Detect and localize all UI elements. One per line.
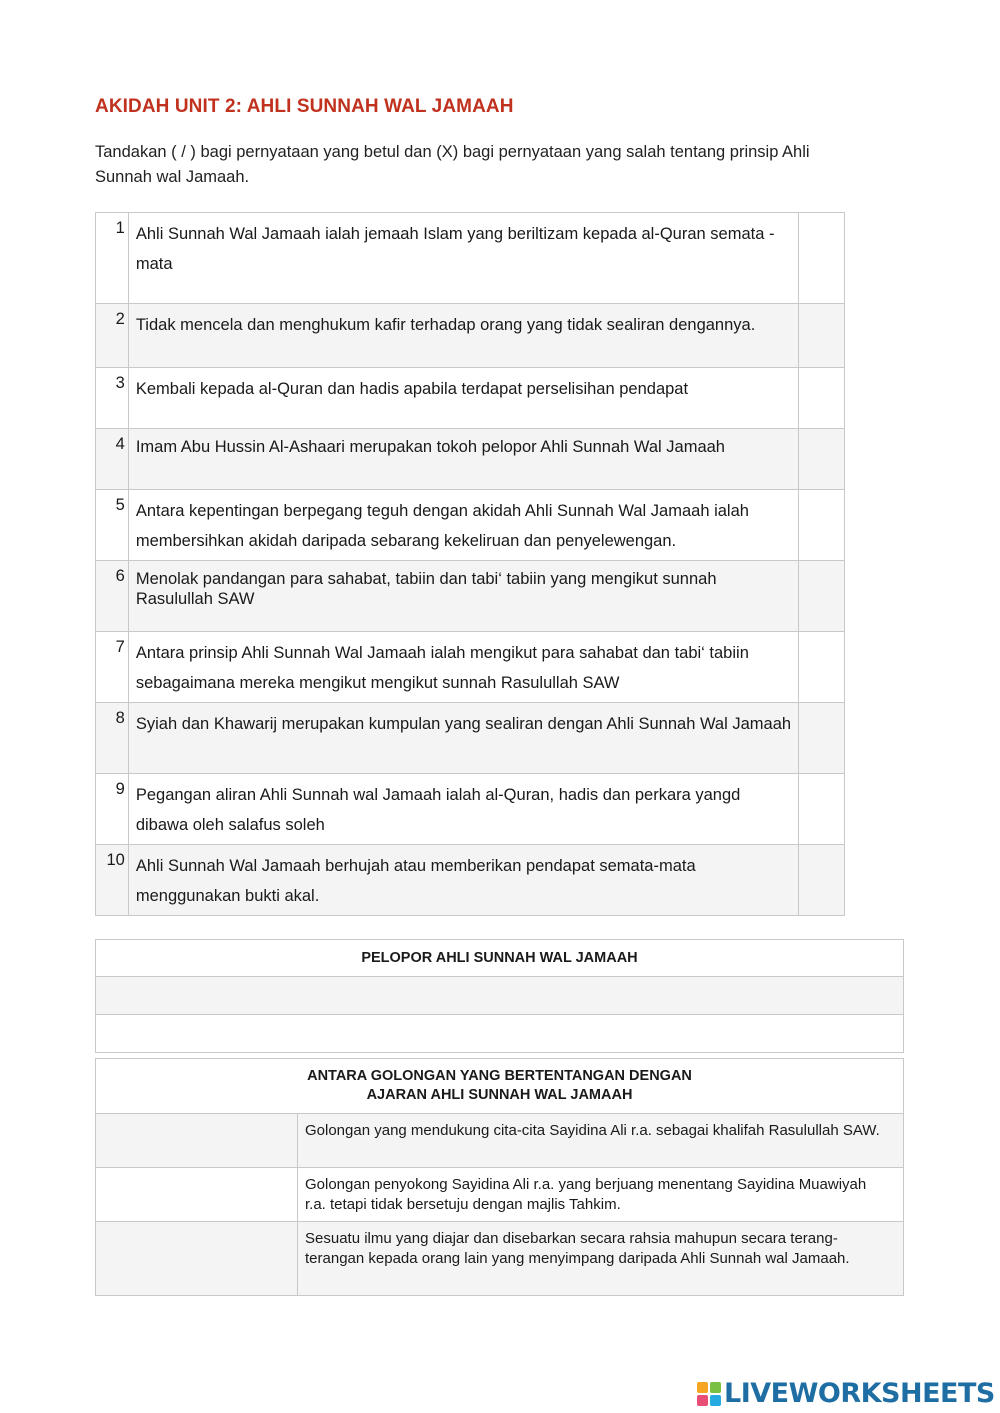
answer-box[interactable] <box>798 703 844 774</box>
golongan-heading-line1: ANTARA GOLONGAN YANG BERTENTANGAN DENGAN <box>307 1068 692 1084</box>
pelopor-table <box>95 939 904 1053</box>
table-row <box>96 1114 904 1168</box>
golongan-heading-line2: AJARAN AHLI SUNNAH WAL JAMAAH <box>366 1087 633 1103</box>
statement-text: Syiah dan Khawarij merupakan kumpulan yang sealiran dengan Ahli Sunnah Wal Jamaah <box>128 703 798 774</box>
statement-text: Antara prinsip Ahli Sunnah Wal Jamaah ialah mengikut para sahabat dan tabi‘ tabiin sebagaimana mereka mengikut mengikut sunnah Rasulullah SAW <box>128 632 798 703</box>
golongan-description: Sesuatu ilmu yang diajar dan disebarkan secara rahsia mahupun secara terang-terangan kepada orang lain yang menyimpang daripada Ahli Sunnah wal Jamaah. <box>298 1222 904 1296</box>
logo-icon <box>697 1382 721 1406</box>
row-number: 10 <box>96 845 129 916</box>
table-row <box>96 632 845 703</box>
row-number: 9 <box>96 774 129 845</box>
statement-text: Ahli Sunnah Wal Jamaah berhujah atau memberikan pendapat semata-mata menggunakan bukti akal. <box>128 845 798 916</box>
table-row <box>96 703 845 774</box>
instruction-text: Tandakan ( / ) bagi pernyataan yang betul dan (X) bagi pernyataan yang salah tentang prinsip Ahli Sunnah wal Jamaah. <box>95 143 810 186</box>
statement-text: Antara kepentingan berpegang teguh dengan akidah Ahli Sunnah Wal Jamaah ialah membersihkan akidah daripada sebarang kekeliruan dan penyelewengan. <box>128 490 798 561</box>
golongan-answer-box[interactable] <box>96 1168 298 1222</box>
statement-text: Ahli Sunnah Wal Jamaah ialah jemaah Islam yang beriltizam kepada al-Quran semata -mata <box>128 213 798 304</box>
liveworksheets-logo[interactable] <box>697 1378 995 1409</box>
answer-box[interactable] <box>798 774 844 845</box>
answer-box[interactable] <box>798 490 844 561</box>
table-row <box>96 1015 904 1053</box>
table-row <box>96 940 904 977</box>
pelopor-answer-box[interactable] <box>96 1015 904 1053</box>
answer-box[interactable] <box>798 429 844 490</box>
table-row <box>96 429 845 490</box>
true-false-table <box>95 212 845 916</box>
logo-text: LIVEWORKSHEETS <box>724 1378 995 1409</box>
statement-text: Imam Abu Hussin Al-Ashaari merupakan tokoh pelopor Ahli Sunnah Wal Jamaah <box>128 429 798 490</box>
table-row <box>96 977 904 1015</box>
row-number: 2 <box>96 304 129 368</box>
pelopor-heading: PELOPOR AHLI SUNNAH WAL JAMAAH <box>96 940 904 977</box>
row-number: 3 <box>96 368 129 429</box>
golongan-description: Golongan penyokong Sayidina Ali r.a. yang berjuang menentang Sayidina Muawiyah r.a. tetapi tidak bersetuju dengan majlis Tahkim. <box>298 1168 904 1222</box>
row-number: 7 <box>96 632 129 703</box>
answer-box[interactable] <box>798 213 844 304</box>
logo-square <box>697 1382 708 1393</box>
table-row <box>96 490 845 561</box>
statement-text: Kembali kepada al-Quran dan hadis apabila terdapat perselisihan pendapat <box>128 368 798 429</box>
table-row <box>96 845 845 916</box>
row-number: 6 <box>96 561 129 632</box>
answer-box[interactable] <box>798 561 844 632</box>
logo-square <box>710 1382 721 1393</box>
row-number: 4 <box>96 429 129 490</box>
logo-square <box>710 1395 721 1406</box>
logo-square <box>697 1395 708 1406</box>
page-title: AKIDAH UNIT 2: AHLI SUNNAH WAL JAMAAH <box>95 96 514 117</box>
table-row <box>96 774 845 845</box>
golongan-answer-box[interactable] <box>96 1114 298 1168</box>
golongan-table <box>95 1058 904 1296</box>
table-row <box>96 1059 904 1114</box>
table-row <box>96 368 845 429</box>
statement-text: Menolak pandangan para sahabat, tabiin dan tabi‘ tabiin yang mengikut sunnah Rasulullah SAW <box>128 561 798 632</box>
table-row <box>96 1168 904 1222</box>
table-row <box>96 1222 904 1296</box>
table-row <box>96 304 845 368</box>
table-row <box>96 213 845 304</box>
golongan-heading <box>96 1059 904 1114</box>
statement-text: Tidak mencela dan menghukum kafir terhadap orang yang tidak sealiran dengannya. <box>128 304 798 368</box>
answer-box[interactable] <box>798 845 844 916</box>
table-row <box>96 561 845 632</box>
answer-box[interactable] <box>798 368 844 429</box>
golongan-description: Golongan yang mendukung cita-cita Sayidina Ali r.a. sebagai khalifah Rasulullah SAW. <box>298 1114 904 1168</box>
statement-text: Pegangan aliran Ahli Sunnah wal Jamaah ialah al-Quran, hadis dan perkara yangd dibawa oleh salafus soleh <box>128 774 798 845</box>
golongan-answer-box[interactable] <box>96 1222 298 1296</box>
answer-box[interactable] <box>798 304 844 368</box>
row-number: 5 <box>96 490 129 561</box>
answer-box[interactable] <box>798 632 844 703</box>
pelopor-answer-box[interactable] <box>96 977 904 1015</box>
row-number: 1 <box>96 213 129 304</box>
row-number: 8 <box>96 703 129 774</box>
